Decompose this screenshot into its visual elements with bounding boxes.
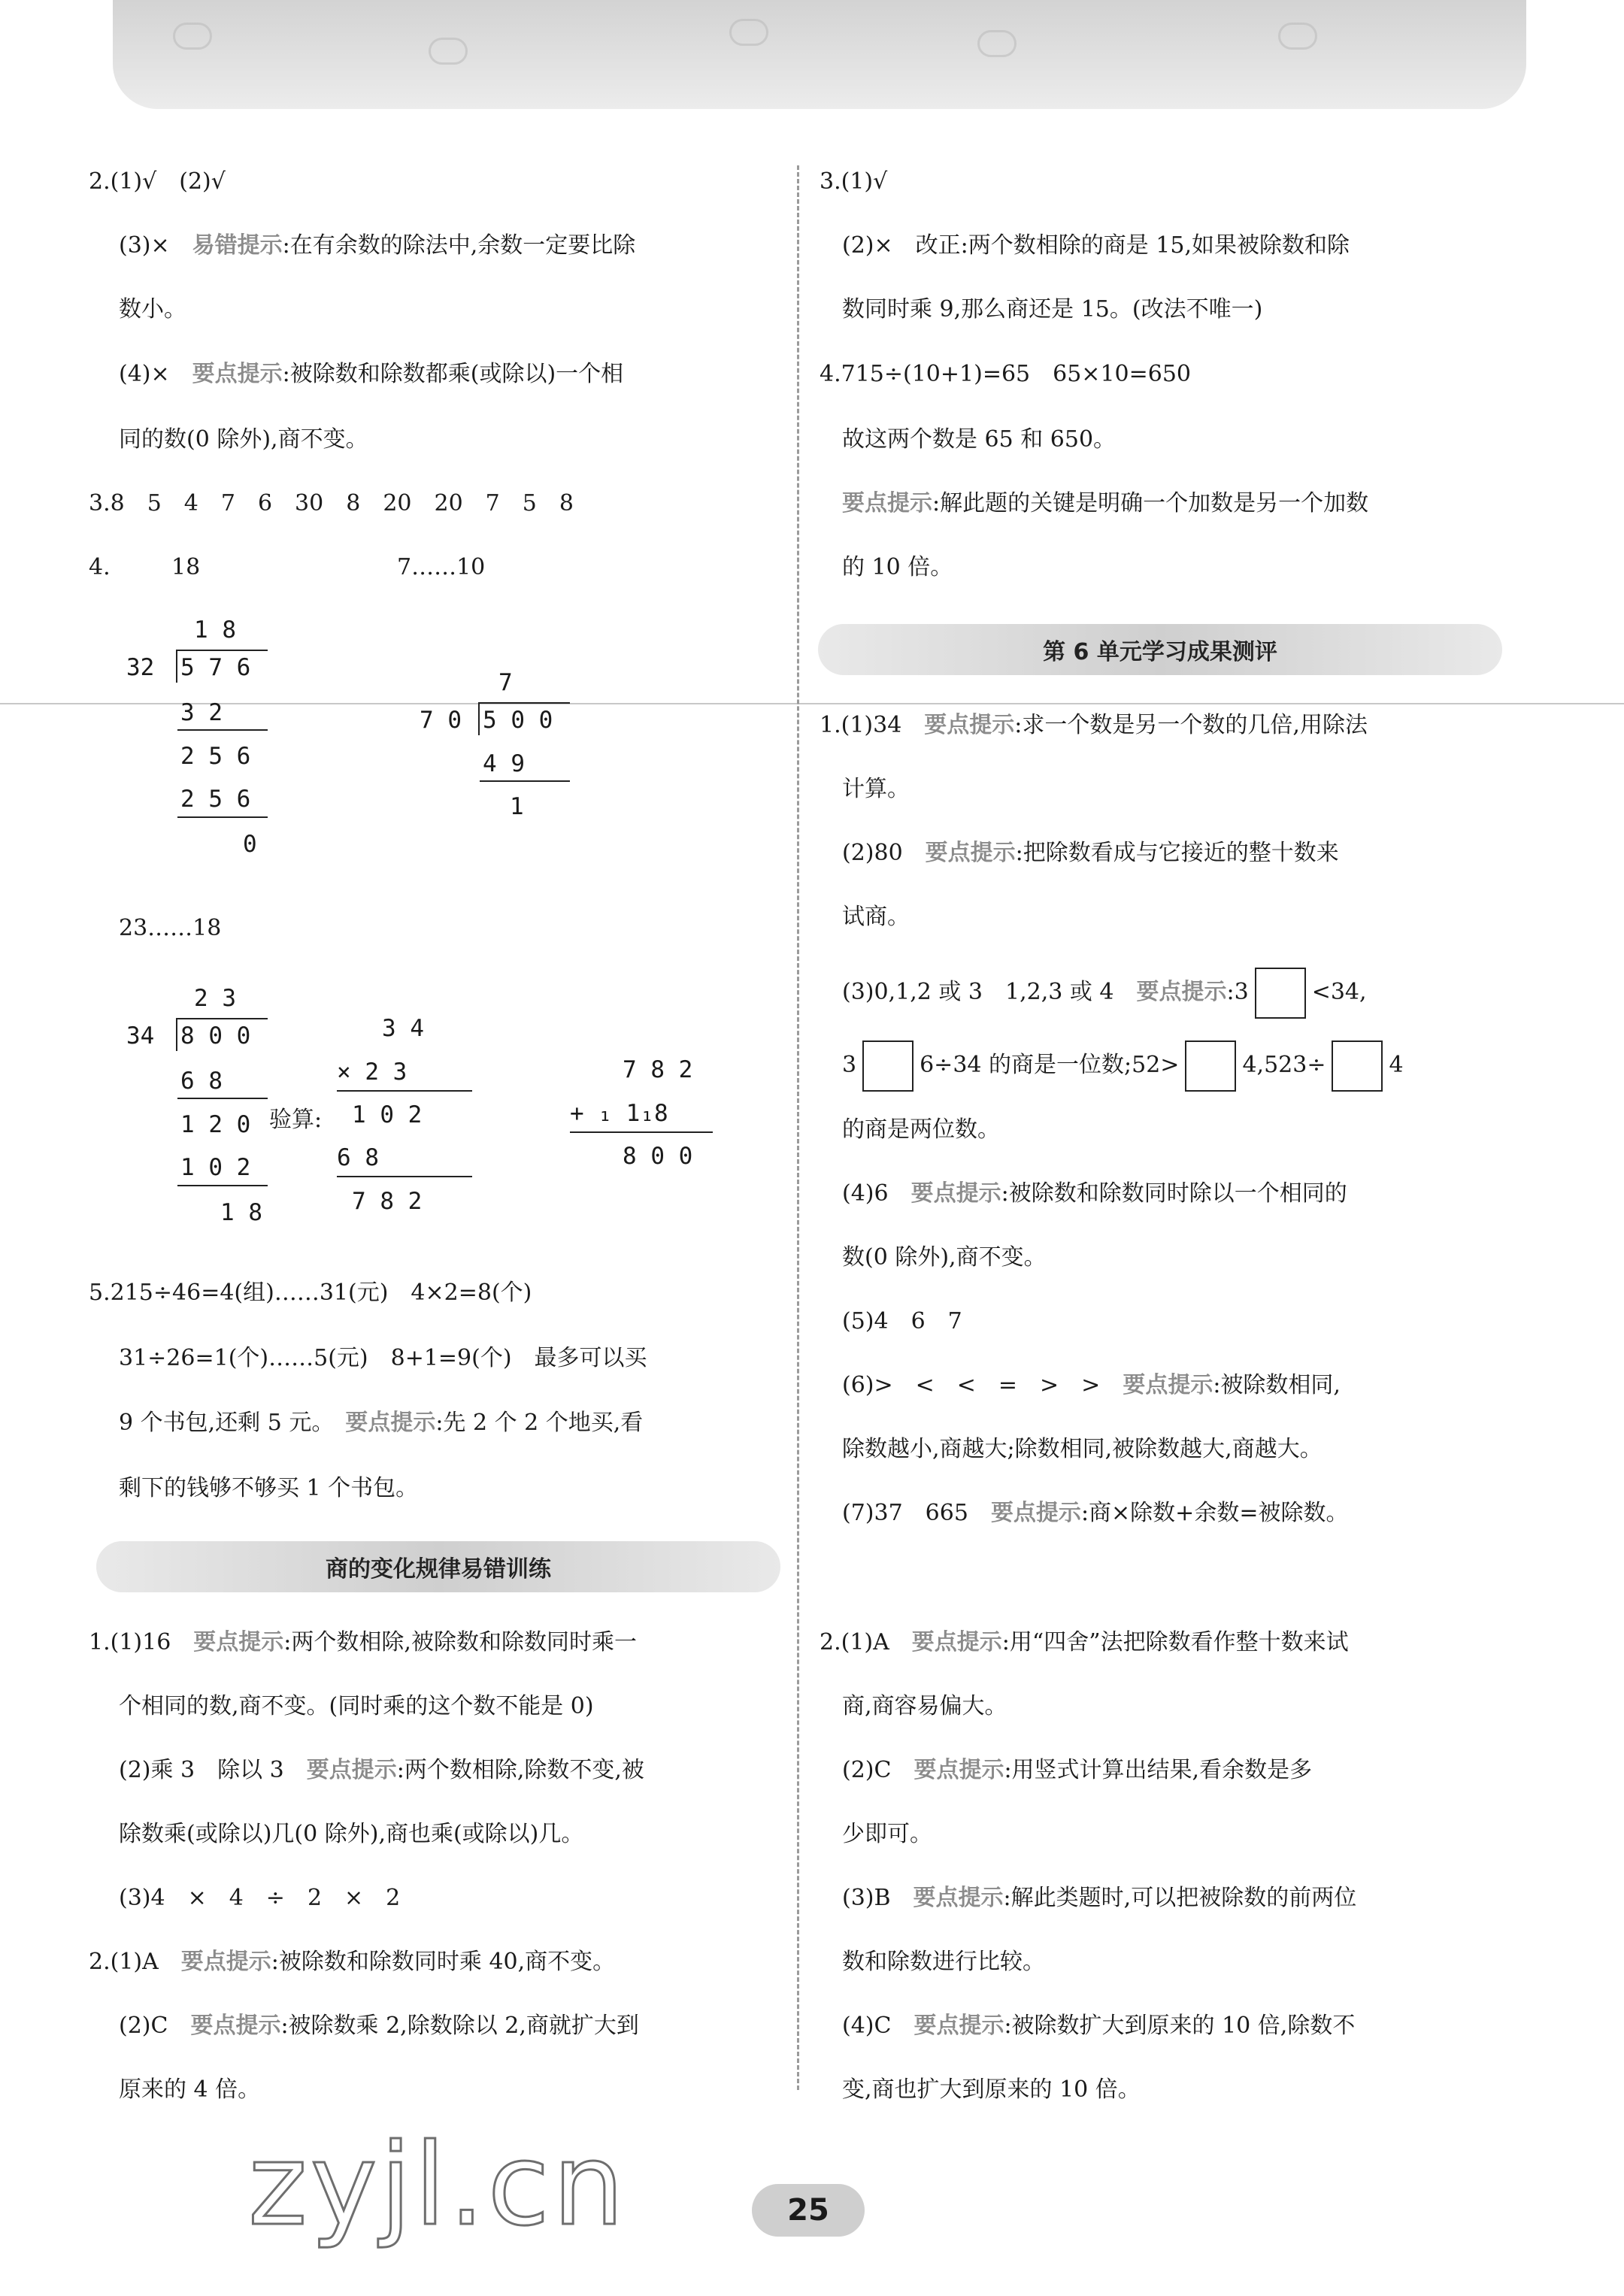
answer-4-label: 4.	[89, 554, 111, 580]
blank-box	[1255, 968, 1306, 1019]
calc-row: 3 4	[382, 1015, 424, 1042]
unit-answer-1-2-cont: 试商。	[842, 904, 910, 930]
calc-row: 1 0 2	[352, 1101, 423, 1128]
section-banner: 第 6 单元学习成果测评	[818, 624, 1502, 675]
dividend: 5 7 6	[180, 654, 251, 681]
hint-label: 要点提示	[842, 490, 932, 516]
hint-label: 要点提示	[924, 712, 1015, 738]
section-answer-2-2: (2)C 要点提示:被除数乘 2,除数除以 2,商就扩大到	[119, 2013, 639, 2039]
hint-label: 要点提示	[1123, 1372, 1213, 1398]
long-division-800	[119, 985, 269, 1256]
blank-box	[1332, 1040, 1383, 1092]
answer-4-a: 18	[171, 554, 201, 580]
verify-addition	[540, 1056, 735, 1207]
section-answer-1-1: 1.(1)16 要点提示:两个数相除,被除数和除数同时乘一	[89, 1629, 637, 1655]
long-division-576	[119, 616, 269, 887]
answer-5-line2: 31÷26=1(个)……5(元) 8+1=9(个) 最多可以买	[119, 1345, 647, 1371]
hint-label: 要点提示	[910, 1180, 1001, 1207]
watermark: zyjl.cn	[248, 2120, 628, 2251]
cloud-decoration-icon	[173, 23, 212, 50]
unit-answer-1-5: (5)4 6 7	[842, 1308, 962, 1334]
unit-answer-2-3: (3)B 要点提示:解此类题时,可以把被除数的前两位	[842, 1885, 1357, 1911]
divisor: 34	[126, 1022, 155, 1050]
quotient: 7	[498, 669, 513, 696]
step-row: 1 2 0	[180, 1111, 251, 1138]
hint-label: 要点提示	[180, 1949, 271, 1975]
answer-2-4: (4)× 要点提示:被除数和除数都乘(或除以)一个相	[119, 361, 624, 387]
answer-4-c: 23……18	[119, 915, 222, 941]
divisor: 7 0	[420, 707, 462, 734]
section-answer-1-3: (3)4 × 4 ÷ 2 × 2	[119, 1885, 401, 1911]
calc-row: 8 0 0	[623, 1143, 693, 1170]
hint-label: 要点提示	[914, 1757, 1004, 1783]
unit-answer-1-6-cont: 除数越小,商越大;除数相同,被除数越大,商越大。	[842, 1436, 1323, 1462]
unit-answer-2-2: (2)C 要点提示:用竖式计算出结果,看余数是多	[842, 1757, 1313, 1783]
unit-answer-1-3-end: 的商是两位数。	[842, 1116, 1000, 1143]
hint-label: 易错提示	[192, 232, 283, 259]
section-answer-1-2: (2)乘 3 除以 3 要点提示:两个数相除,除数不变,被	[119, 1757, 644, 1783]
unit-answer-1-6: (6)> < < = > > 要点提示:被除数相同,	[842, 1372, 1341, 1398]
step-row: 0	[243, 831, 257, 858]
unit-answer-1-1-cont: 计算。	[842, 776, 910, 802]
section-answer-2-1: 2.(1)A 要点提示:被除数和除数同时乘 40,商不变。	[89, 1949, 616, 1975]
column-divider	[797, 165, 799, 2090]
answer-2-4-cont: 同的数(0 除外),商不变。	[119, 426, 368, 453]
hint-label: 要点提示	[911, 1629, 1002, 1655]
section-answer-1-1-cont: 个相同的数,商不变。(同时乘的这个数不能是 0)	[119, 1693, 594, 1719]
calc-row: × 2 3	[337, 1059, 408, 1086]
answer-2-3-cont: 数小。	[119, 296, 186, 323]
verify-multiplication	[337, 1015, 487, 1240]
blank-box	[862, 1040, 914, 1092]
answer-4-line3: 要点提示:解此题的关键是明确一个加数是另一个加数	[842, 490, 1369, 516]
dividend: 8 0 0	[180, 1022, 251, 1050]
unit-answer-1-7: (7)37 665 要点提示:商×除数+余数=被除数。	[842, 1500, 1349, 1526]
answer-3-1: 3.(1)√	[820, 168, 888, 195]
quotient: 1 8	[194, 616, 236, 644]
step-row: 1	[510, 793, 524, 820]
step-row: 1 0 2	[180, 1154, 251, 1181]
long-division-500	[404, 669, 570, 834]
verify-label: 验算:	[269, 1107, 323, 1133]
hint-label: 要点提示	[192, 361, 283, 387]
answer-3: 3.8 5 4 7 6 30 8 20 20 7 5 8	[89, 490, 574, 516]
hint-label: 要点提示	[914, 2013, 1004, 2039]
page-header-band	[113, 0, 1526, 109]
section-answer-2-2-cont: 原来的 4 倍。	[119, 2076, 261, 2103]
unit-answer-1-2: (2)80 要点提示:把除数看成与它接近的整十数来	[842, 840, 1339, 866]
step-row: 6 8	[180, 1068, 223, 1095]
calc-row: 7 8 2	[623, 1056, 693, 1083]
calc-row: 7 8 2	[352, 1188, 423, 1215]
hint-label: 要点提示	[190, 2013, 281, 2039]
hint-label: 要点提示	[306, 1757, 397, 1783]
blank-box	[1185, 1040, 1236, 1092]
unit-answer-2-3-cont: 数和除数进行比较。	[842, 1949, 1045, 1975]
hint-label: 要点提示	[345, 1410, 436, 1436]
cloud-decoration-icon	[1278, 23, 1317, 50]
cloud-decoration-icon	[977, 30, 1017, 57]
divisor: 32	[126, 654, 155, 681]
unit-answer-1-4-cont: 数(0 除外),商不变。	[842, 1244, 1047, 1271]
unit-answer-1-4: (4)6 要点提示:被除数和除数同时除以一个相同的	[842, 1180, 1347, 1207]
answer-5-line4: 剩下的钱够不够买 1 个书包。	[119, 1475, 419, 1501]
hint-label: 要点提示	[913, 1885, 1004, 1911]
answer-3-2-cont: 数同时乘 9,那么商还是 15。(改法不唯一)	[842, 296, 1263, 323]
cloud-decoration-icon	[429, 38, 468, 65]
calc-row: 6 8	[337, 1144, 379, 1171]
section-answer-1-2-cont: 除数乘(或除以)几(0 除外),商也乘(或除以)几。	[119, 1821, 584, 1847]
unit-answer-2-1: 2.(1)A 要点提示:用“四舍”法把除数看作整十数来试	[820, 1629, 1349, 1655]
calc-row: + ₁ 1₁8	[570, 1100, 668, 1127]
unit-answer-2-1-cont: 商,商容易偏大。	[842, 1693, 1007, 1719]
step-row: 4 9	[483, 750, 525, 777]
answer-4-line4: 的 10 倍。	[842, 554, 953, 580]
dividend: 5 0 0	[483, 707, 553, 734]
unit-answer-1-3-cont: 3 6÷34 的商是一位数;52> 4,523÷ 4	[842, 1039, 1404, 1092]
quotient: 2 3	[194, 985, 236, 1012]
section-banner: 商的变化规律易错训练	[96, 1541, 780, 1592]
answer-5-line3: 9 个书包,还剩 5 元。 要点提示:先 2 个 2 个地买,看	[119, 1410, 644, 1436]
step-row: 2 5 6	[180, 786, 251, 813]
answer-3-2: (2)× 改正:两个数相除的商是 15,如果被除数和除	[842, 232, 1350, 259]
unit-answer-1-3: (3)0,1,2 或 3 1,2,3 或 4 要点提示:3 <34,	[842, 966, 1367, 1019]
hint-label: 要点提示	[990, 1500, 1081, 1526]
page-number: 25	[752, 2184, 865, 2237]
unit-answer-2-2-cont: 少即可。	[842, 1821, 932, 1847]
step-row: 2 5 6	[180, 743, 251, 770]
step-row: 3 2	[180, 699, 223, 726]
answer-5: 5.215÷46=4(组)……31(元) 4×2=8(个)	[89, 1280, 532, 1306]
answer-4-b: 7……10	[397, 554, 486, 580]
hint-label: 要点提示	[1136, 979, 1227, 1005]
cloud-decoration-icon	[729, 19, 768, 46]
answer-4-line2: 故这两个数是 65 和 650。	[842, 426, 1116, 453]
step-row: 1 8	[220, 1199, 262, 1226]
unit-answer-1-1: 1.(1)34 要点提示:求一个数是另一个数的几倍,用除法	[820, 712, 1368, 738]
answer-4: 4.715÷(10+1)=65 65×10=650	[820, 361, 1192, 387]
unit-answer-2-4: (4)C 要点提示:被除数扩大到原来的 10 倍,除数不	[842, 2013, 1356, 2039]
answer-2-1: 2.(1)√ (2)√	[89, 168, 226, 195]
hint-label: 要点提示	[193, 1629, 284, 1655]
answer-2-3: (3)× 易错提示:在有余数的除法中,余数一定要比除	[119, 232, 636, 259]
hint-label: 要点提示	[925, 840, 1016, 866]
unit-answer-2-4-cont: 变,商也扩大到原来的 10 倍。	[842, 2076, 1141, 2103]
